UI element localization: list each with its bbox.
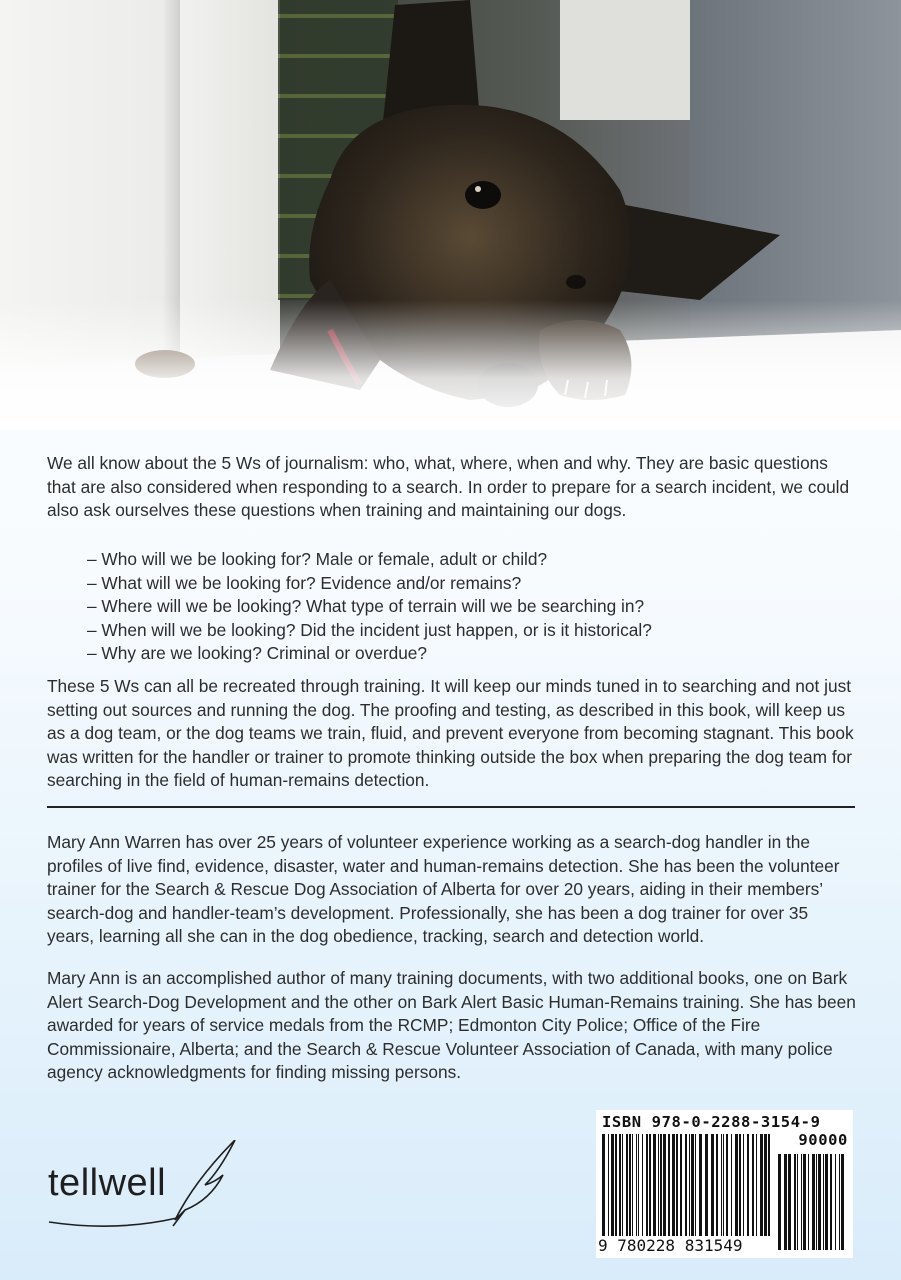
- barcode-bar: [658, 1134, 659, 1236]
- barcode-bar: [672, 1134, 675, 1236]
- barcode-bar: [716, 1134, 718, 1236]
- isbn-label: ISBN 978-0-2288-3154-9: [602, 1113, 821, 1131]
- barcode-bar: [731, 1134, 732, 1236]
- photo-fade: [0, 300, 901, 430]
- barcode-bar: [608, 1134, 609, 1236]
- barcode-bar: [629, 1134, 631, 1236]
- barcode-bar: [699, 1134, 702, 1236]
- section-divider: [47, 806, 855, 808]
- list-item: – Why are we looking? Criminal or overdue?: [87, 643, 428, 663]
- list-item: – Where will we be looking? What type of terrain will we be searching in?: [87, 596, 645, 616]
- barcode-bar: [797, 1154, 798, 1250]
- list-item: – Who will we be looking for? Male or female, adult or child?: [87, 549, 548, 569]
- barcode-bar: [760, 1134, 763, 1236]
- barcode-bar: [764, 1134, 767, 1236]
- barcode-bar: [752, 1134, 754, 1236]
- barcode-bar: [816, 1154, 817, 1250]
- five-ws-list: [87, 548, 847, 666]
- barcode-bar: [841, 1154, 844, 1250]
- publisher-logo: [45, 1140, 245, 1230]
- barcode-bar: [602, 1134, 605, 1236]
- barcode-bar: [638, 1134, 639, 1236]
- publisher-name: tellwell: [48, 1162, 167, 1204]
- barcode-bar: [711, 1134, 714, 1236]
- barcode-bar: [808, 1154, 809, 1250]
- price-addon: 90000: [798, 1131, 848, 1149]
- barcode-bar: [660, 1134, 662, 1236]
- barcode-bar: [705, 1134, 708, 1236]
- barcode-bar: [619, 1134, 621, 1236]
- barcode-bar: [788, 1154, 791, 1250]
- barcode-bar: [695, 1134, 696, 1236]
- barcode-bar: [743, 1134, 744, 1236]
- barcode-bar: [756, 1134, 757, 1236]
- barcode-bar: [825, 1154, 828, 1250]
- barcode-bar: [778, 1154, 781, 1250]
- barcode-bar: [726, 1134, 728, 1236]
- barcode-bar: [611, 1134, 614, 1236]
- barcode-bar: [622, 1134, 623, 1236]
- barcode-bar: [747, 1134, 749, 1236]
- barcode-bar: [721, 1134, 722, 1236]
- author-bio-paragraph-1: [47, 831, 857, 949]
- barcode-bar: [676, 1134, 678, 1236]
- barcode-bar: [723, 1134, 724, 1236]
- cover-photo: [0, 0, 901, 430]
- barcode-bar: [823, 1154, 824, 1250]
- barcode-bar: [632, 1134, 633, 1236]
- author-bio-paragraph-2: [47, 967, 857, 1085]
- barcode-bar: [636, 1134, 637, 1236]
- summary-paragraph: [47, 675, 857, 793]
- barcode-bar: [739, 1134, 741, 1236]
- barcode-bar: [801, 1154, 802, 1250]
- barcode-bar: [646, 1134, 648, 1236]
- barcode-bar: [663, 1134, 666, 1236]
- barcode-bar: [812, 1154, 815, 1250]
- barcode-bar: [649, 1134, 651, 1236]
- ean-digits: 9 780228 831549: [598, 1236, 743, 1255]
- barcode-bar: [689, 1134, 690, 1236]
- barcode-bar: [768, 1134, 770, 1236]
- barcode-bar: [653, 1134, 656, 1236]
- barcode-bar: [784, 1154, 787, 1250]
- quill-icon: [45, 1140, 245, 1230]
- barcode-bar: [839, 1154, 840, 1250]
- intro-text: We all know about the 5 Ws of journalism: who, what, where, when and why. They are basic questions that are also considered when responding to a search. In order to prepare for a search incident, we could also ask ourselves these questions when training and maintaining our dogs.: [47, 453, 850, 520]
- barcode-bar: [818, 1154, 821, 1250]
- list-item: – When will we be looking? Did the incident just happen, or is it historical?: [87, 619, 652, 640]
- barcode-bar: [735, 1134, 738, 1236]
- summary-text: These 5 Ws can all be recreated through training. It will keep our minds tuned in to searching and not just setting out sources and running the dog. The proofing and testing, as described in this book, will keep us as a dog team, or the dog teams we train, fluid, and prevent everyone from becoming stagnant. This book was written for the handler or trainer to promote thinking outside the box when preparing the dog team for searching in the field of human-remains detection.: [47, 676, 854, 790]
- author-bio-text-2: Mary Ann is an accomplished author of many training documents, with two additional books, one on Bark Alert Search-Dog Development and the other on Bark Alert Basic Human-Remains training. She has been awarded for years of service medals from the RCMP; Edmonton City Police; Office of the Fire Commissionaire, Alberta; and the Search & Rescue Volunteer Association of Canada, with many police agency acknowledgments for finding missing persons.: [47, 968, 856, 1082]
- barcode-bar: [626, 1134, 628, 1236]
- barcode-bar: [615, 1134, 617, 1236]
- barcode-bar: [830, 1154, 832, 1250]
- barcode-bar: [668, 1134, 670, 1236]
- barcode-bar: [803, 1154, 806, 1250]
- barcode-bar: [680, 1134, 682, 1236]
- barcode-bar: [835, 1154, 836, 1250]
- isbn-barcode: [596, 1110, 853, 1258]
- intro-paragraph: [47, 452, 857, 523]
- author-bio-text-1: Mary Ann Warren has over 25 years of volunteer experience working as a search-dog handler in the profiles of live find, evidence, disaster, water and human-remains detection. She has been the volunteer trainer for the Search & Rescue Dog Association of Alberta for over 20 years, aiding in their members’ search-dog and handler-team’s development. Professionally, she has been a dog trainer for over 35 years, learning all she can in the dog obedience, tracking, search and detection world.: [47, 832, 840, 946]
- barcode-bar: [794, 1154, 796, 1250]
- barcode-bar: [691, 1134, 694, 1236]
- barcode-bar: [685, 1134, 687, 1236]
- barcode-bar: [642, 1134, 643, 1236]
- list-item: – What will we be looking for? Evidence and/or remains?: [87, 572, 522, 593]
